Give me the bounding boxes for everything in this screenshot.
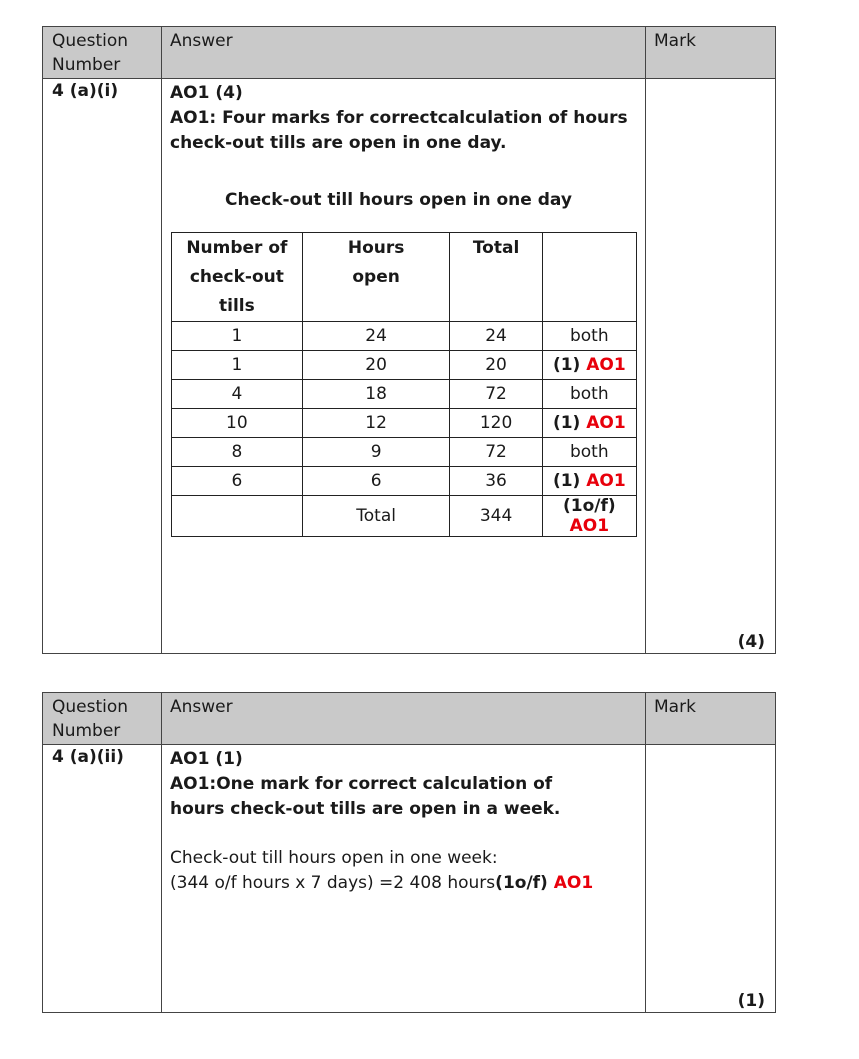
answer-line-2: [170, 871, 645, 896]
table-row: [172, 351, 637, 380]
cell-tills: [172, 496, 303, 537]
table-row: [172, 467, 637, 496]
col-header-notes: [542, 233, 636, 322]
cell-total: 120: [450, 409, 542, 438]
mark-cell: [646, 79, 775, 654]
cell-tills: 6: [172, 467, 303, 496]
header-mark: Mark: [654, 31, 696, 51]
cell-hours: 20: [302, 351, 450, 380]
cell-total: 72: [450, 380, 542, 409]
mark-scheme-table-1: [42, 26, 776, 654]
note-ao-tag: AO1: [586, 413, 626, 433]
hours-table-header-row: [172, 233, 637, 322]
cell-tills: 10: [172, 409, 303, 438]
table-header: [43, 693, 775, 745]
cell-hours: Total: [302, 496, 450, 537]
question-number: 4 (a)(ii): [43, 745, 162, 1013]
table-row: [172, 496, 637, 537]
cell-note: [542, 322, 636, 351]
note-mark: (1): [552, 355, 587, 375]
cell-note: [542, 351, 636, 380]
note-mark: (1): [552, 471, 587, 491]
note-ao-tag: AO1: [586, 471, 626, 491]
mark-value: (1): [737, 991, 765, 1011]
cell-hours: 9: [302, 438, 450, 467]
table-row: [172, 380, 637, 409]
answer-cell: [162, 745, 646, 1013]
cell-note: [542, 409, 636, 438]
answer-mark-note: (1o/f): [495, 873, 554, 893]
note-plain: both: [569, 326, 609, 346]
question-number: 4 (a)(i): [43, 79, 162, 654]
note-plain: both: [569, 384, 609, 404]
cell-note: [542, 496, 636, 537]
cell-hours: 18: [302, 380, 450, 409]
mark-value: (4): [737, 632, 765, 652]
note-ao-tag: AO1: [569, 516, 610, 536]
answer-calculation: (344 o/f hours x 7 days) =2 408 hours: [170, 873, 496, 893]
cell-tills: 4: [172, 380, 303, 409]
col-header-hours: Hours open: [302, 233, 450, 322]
header-question-number: Question Number: [43, 693, 162, 744]
header-answer: Answer: [162, 693, 646, 744]
ao-description: AO1:One mark for correct calculation of hours check-out tills are open in a week.: [170, 774, 561, 819]
cell-hours: 24: [302, 322, 450, 351]
ao-title: AO1 (4): [170, 83, 243, 103]
ao-description: AO1: Four marks for correctcalculation of hours check-out tills are open in one day.: [170, 108, 628, 153]
cell-total: 72: [450, 438, 542, 467]
table-row: [172, 322, 637, 351]
cell-total: 24: [450, 322, 542, 351]
ao-title: AO1 (1): [170, 749, 243, 769]
header-question-number: Question Number: [43, 27, 162, 78]
cell-hours: 12: [302, 409, 450, 438]
answer-line-1: Check-out till hours open in one week:: [170, 848, 498, 868]
cell-total: 20: [450, 351, 542, 380]
table-header: [43, 27, 775, 79]
cell-total: 344: [450, 496, 542, 537]
cell-note: [542, 467, 636, 496]
note-plain: both: [569, 442, 609, 462]
col-header-tills: Number of check-out tills: [172, 233, 303, 322]
mark-cell: [646, 745, 775, 1013]
note-mark: (1): [552, 413, 587, 433]
answer-cell: [162, 79, 646, 654]
cell-tills: 8: [172, 438, 303, 467]
header-mark: Mark: [654, 697, 696, 717]
cell-tills: 1: [172, 322, 303, 351]
cell-note: [542, 438, 636, 467]
cell-total: 36: [450, 467, 542, 496]
cell-hours: 6: [302, 467, 450, 496]
header-answer: Answer: [162, 27, 646, 78]
hours-table: [171, 232, 637, 537]
cell-note: [542, 380, 636, 409]
note-ao-tag: AO1: [586, 355, 626, 375]
table-caption: Check-out till hours open in one day: [225, 190, 572, 210]
table-row: [172, 409, 637, 438]
note-mark: (1o/f): [562, 496, 616, 516]
mark-scheme-table-2: [42, 692, 776, 1013]
answer-ao-tag: AO1: [553, 873, 594, 893]
table-row: [172, 438, 637, 467]
col-header-total: Total: [450, 233, 542, 322]
cell-tills: 1: [172, 351, 303, 380]
